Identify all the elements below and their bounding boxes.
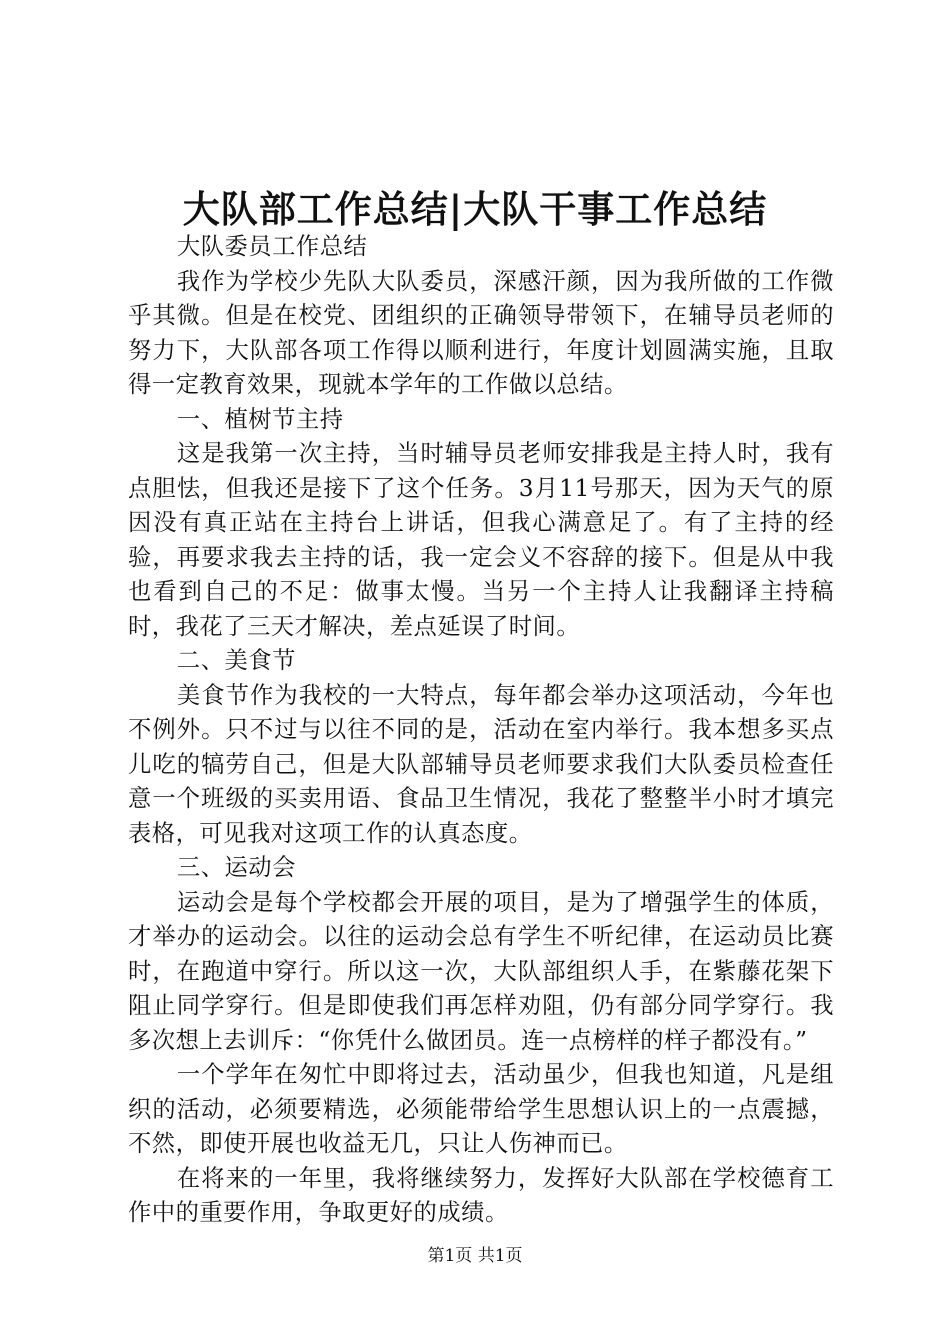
section-heading-3: 三、运动会 [176, 854, 296, 881]
section-heading-2: 二、美食节 [176, 647, 296, 674]
document-body [128, 230, 834, 1231]
page-footer: 第1页 共1页 [427, 1246, 523, 1266]
paragraph-section-1: 这是我第一次主持，当时辅导员老师安排我是主持人时，我有点胆怯，但我还是接下了这个任务。3月11号那天，因为天气的原因没有真正站在主持台上讲话，但我心满意足了。有了主持的经验，再要求我去主持的话，我一定会义不容辞的接下。但是从中我也看到自己的不足：做事太慢。当另一个主持人让我翻译主持稿时，我花了三天才解决，差点延误了时间。 [128, 440, 834, 640]
paragraph-conclusion: 一个学年在匆忙中即将过去，活动虽少，但我也知道，凡是组织的活动，必须要精选，必须能带给学生思想认识上的一点震撼，不然，即使开展也收益无几，只让人伤神而已。 [128, 1061, 834, 1157]
paragraph-section-2: 美食节作为我校的一大特点，每年都会举办这项活动，今年也不例外。只不过与以往不同的是，活动在室内举行。我本想多买点儿吃的犒劳自己，但是大队部辅导员老师要求我们大队委员检查任意一个班级的买卖用语、食品卫生情况，我花了整整半小时才填完表格，可见我对这项工作的认真态度。 [128, 681, 834, 847]
section-heading-1: 一、植树节主持 [176, 405, 344, 433]
paragraph-outlook: 在将来的一年里，我将继续努力，发挥好大队部在学校德育工作中的重要作用，争取更好的成绩。 [128, 1164, 834, 1226]
paragraph-subtitle: 大队委员工作总结 [176, 233, 368, 260]
document-title: 大队部工作总结|大队干事工作总结 [182, 187, 768, 231]
paragraph-section-3: 运动会是每个学校都会开展的项目，是为了增强学生的体质，才举办的运动会。以往的运动会总有学生不听纪律，在运动员比赛时，在跑道中穿行。所以这一次，大队部组织人手，在紫藤花架下阻止同学穿行。但是即使我们再怎样劝阻，仍有部分同学穿行。我多次想上去训斥：“你凭什么做团员。连一点榜样的样子都没有。” [128, 888, 834, 1054]
paragraph-intro: 我作为学校少先队大队委员，深感汗颜，因为我所做的工作微乎其微。但是在校党、团组织的正确领导带领下，在辅导员老师的努力下，大队部各项工作得以顺利进行，年度计划圆满实施，且取得一定教育效果，现就本学年的工作做以总结。 [128, 267, 834, 398]
